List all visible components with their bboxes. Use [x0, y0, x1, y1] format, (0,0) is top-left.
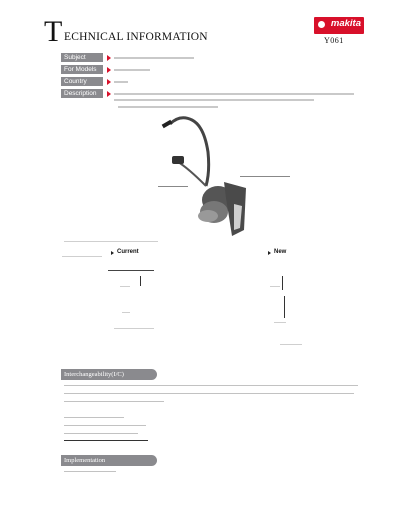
interchangeability-text-line [64, 393, 354, 394]
document-number: Y061 [324, 36, 344, 45]
brand-name: makita [330, 18, 361, 29]
subject-label: Subject [61, 53, 103, 62]
models-value [114, 69, 150, 71]
new-figure-label [270, 286, 280, 287]
arrow-right-icon [111, 251, 114, 255]
logo-mark-icon [318, 21, 325, 28]
arrow-right-icon [107, 67, 111, 73]
arrow-right-icon [107, 55, 111, 61]
product-illustration [148, 112, 258, 244]
current-figure-label [120, 286, 130, 287]
interchangeability-text-line [64, 433, 138, 434]
new-figure-caption [280, 344, 302, 345]
new-figure-stem [284, 296, 285, 318]
interchangeability-heading [61, 369, 157, 380]
interchangeability-label: Interchangeability(I/C) [64, 371, 124, 378]
country-label: Country [61, 77, 103, 86]
interchangeability-text-line [64, 401, 164, 402]
callout-line-right [240, 176, 290, 177]
subject-value [114, 57, 194, 59]
current-figure-frame [108, 270, 154, 271]
description-line-2 [114, 99, 314, 101]
new-figure-label [274, 322, 286, 323]
country-value [114, 81, 128, 83]
subject-row [61, 53, 361, 62]
comparison-row-label [62, 256, 102, 257]
current-figure-caption [114, 328, 154, 329]
callout-line-left [158, 186, 188, 187]
models-label: For Models [61, 65, 103, 74]
interchangeability-text-line [64, 425, 146, 426]
country-row [61, 77, 361, 86]
implementation-heading [61, 455, 157, 466]
implementation-label: Implementation [64, 457, 106, 464]
new-heading: New [274, 249, 287, 255]
models-row [61, 65, 361, 74]
description-row [61, 89, 361, 98]
interchangeability-text-line [64, 417, 124, 418]
arrow-right-icon [107, 79, 111, 85]
interchangeability-text-line [64, 385, 358, 386]
new-figure-mark [282, 276, 283, 290]
title-text: ECHNICAL INFORMATION [64, 31, 208, 43]
document-title [44, 15, 284, 48]
interchangeability-underline [64, 440, 148, 441]
comparison-caption [64, 241, 158, 242]
current-figure-label [122, 312, 130, 313]
arrow-right-icon [268, 251, 271, 255]
implementation-text-line [64, 471, 116, 472]
description-value [114, 93, 354, 95]
current-heading: Current [117, 249, 139, 255]
current-figure-mark [140, 276, 141, 286]
arrow-right-icon [107, 91, 111, 97]
description-line-3 [118, 106, 218, 108]
description-label: Description [61, 89, 103, 98]
title-initial: T [44, 15, 63, 48]
brand-logo [314, 17, 364, 34]
